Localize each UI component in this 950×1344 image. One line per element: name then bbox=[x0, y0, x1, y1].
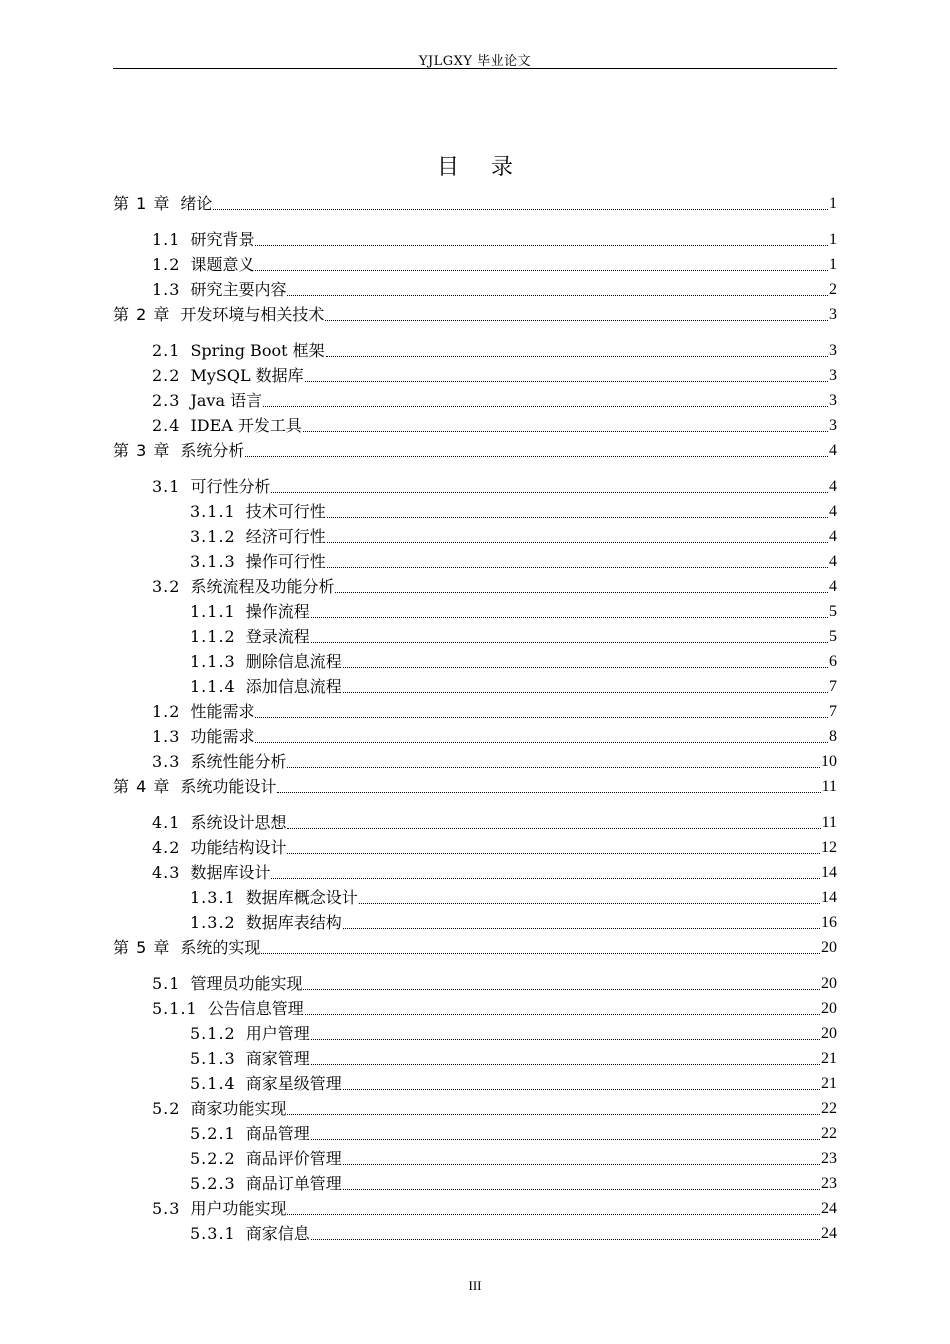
dot-leader bbox=[327, 517, 828, 518]
toc-entry[interactable] bbox=[152, 253, 837, 275]
toc-entry-page: 3 bbox=[829, 342, 837, 359]
toc-entry-label: 公告信息管理 bbox=[207, 999, 304, 1018]
toc-entry-number: 5.1.2 bbox=[190, 1024, 236, 1043]
toc-entry-page: 23 bbox=[821, 1150, 837, 1167]
toc-entry-label: 数据库概念设计 bbox=[245, 888, 358, 907]
dot-leader bbox=[327, 567, 828, 568]
toc-entry-page: 5 bbox=[829, 628, 837, 645]
toc-entry[interactable] bbox=[190, 1222, 837, 1244]
toc-entry-number: 3.2 bbox=[152, 577, 181, 596]
toc-entry-number: 1.3 bbox=[152, 727, 181, 746]
toc-entry[interactable] bbox=[190, 886, 837, 908]
toc-entry[interactable] bbox=[152, 811, 837, 833]
dot-leader bbox=[311, 642, 828, 643]
toc-entry-number: 1.1.1 bbox=[190, 602, 236, 621]
toc-entry[interactable] bbox=[190, 500, 837, 522]
dot-leader bbox=[287, 295, 828, 296]
toc-entry-number: 5.1.3 bbox=[190, 1049, 236, 1068]
toc-entry-label: 商家管理 bbox=[245, 1049, 310, 1068]
toc-entry[interactable] bbox=[152, 700, 837, 722]
toc-entry-page: 20 bbox=[821, 1025, 837, 1042]
dot-leader bbox=[311, 1039, 820, 1040]
toc-entry[interactable] bbox=[152, 414, 837, 436]
toc-entry-number: 5.2 bbox=[152, 1099, 181, 1118]
toc-entry-page: 20 bbox=[821, 1000, 837, 1017]
toc-entry-number: 4.2 bbox=[152, 838, 181, 857]
toc-entry-page: 7 bbox=[829, 678, 837, 695]
toc-entry-page: 10 bbox=[821, 753, 837, 770]
toc-entry-label: 系统功能设计 bbox=[180, 777, 277, 796]
toc-entry-page: 14 bbox=[821, 864, 837, 881]
toc-entry-page: 14 bbox=[821, 889, 837, 906]
toc-entry[interactable] bbox=[152, 278, 837, 300]
dot-leader bbox=[255, 717, 828, 718]
toc-entry[interactable] bbox=[190, 625, 837, 647]
toc-entry[interactable] bbox=[152, 475, 837, 497]
toc-entry-number: 1.3.2 bbox=[190, 913, 236, 932]
dot-leader bbox=[343, 692, 828, 693]
toc-entry-number: 3.1.1 bbox=[190, 502, 236, 521]
toc-entry-number: 4.3 bbox=[152, 863, 181, 882]
toc-entry[interactable] bbox=[190, 1022, 837, 1044]
toc-entry-label: 操作可行性 bbox=[245, 552, 326, 571]
dot-leader bbox=[303, 431, 828, 432]
toc-entry-number: 1.1.3 bbox=[190, 652, 236, 671]
toc-entry-page: 7 bbox=[829, 703, 837, 720]
toc-entry-number: 1.1.2 bbox=[190, 627, 236, 646]
toc-entry-label: 管理员功能实现 bbox=[190, 974, 303, 993]
toc-entry-page: 4 bbox=[829, 528, 837, 545]
toc-entry-label: 经济可行性 bbox=[245, 527, 326, 546]
toc-entry-number: 2.1 bbox=[152, 341, 181, 360]
toc-entry-label: 课题意义 bbox=[190, 255, 255, 274]
dot-leader bbox=[271, 878, 820, 879]
dot-leader bbox=[325, 320, 828, 321]
dot-leader bbox=[343, 1089, 820, 1090]
toc-entry-page: 8 bbox=[829, 728, 837, 745]
dot-leader bbox=[327, 542, 828, 543]
toc-chapter[interactable] bbox=[113, 439, 837, 461]
toc-entry-number: 3.1 bbox=[152, 477, 181, 496]
dot-leader bbox=[343, 1164, 820, 1165]
toc-entry-label: 系统性能分析 bbox=[190, 752, 287, 771]
toc-entry-page: 4 bbox=[829, 442, 837, 459]
toc-entry-label: 可行性分析 bbox=[190, 477, 271, 496]
toc-entry-number: 5.3 bbox=[152, 1199, 181, 1218]
toc-entry-label: 系统设计思想 bbox=[190, 813, 287, 832]
toc-entry-label: 系统流程及功能分析 bbox=[190, 577, 335, 596]
toc-entry-label: 商品订单管理 bbox=[245, 1174, 342, 1193]
toc-entry-page: 1 bbox=[829, 231, 837, 248]
dot-leader bbox=[311, 1064, 820, 1065]
toc-entry-page: 22 bbox=[821, 1125, 837, 1142]
toc-entry[interactable] bbox=[190, 1147, 837, 1169]
toc-entry-number: 5.3.1 bbox=[190, 1224, 236, 1243]
toc-entry-page: 4 bbox=[829, 503, 837, 520]
dot-leader bbox=[213, 209, 828, 210]
toc-entry-number: 1.2 bbox=[152, 702, 181, 721]
toc-entry-label: 用户管理 bbox=[245, 1024, 310, 1043]
toc-entry[interactable] bbox=[152, 339, 837, 361]
toc-entry-number: 5.2.1 bbox=[190, 1124, 236, 1143]
toc-entry[interactable] bbox=[152, 997, 837, 1019]
toc-entry-page: 12 bbox=[821, 839, 837, 856]
dot-leader bbox=[245, 456, 828, 457]
toc-entry[interactable] bbox=[152, 228, 837, 250]
toc-entry[interactable] bbox=[152, 389, 837, 411]
dot-leader bbox=[343, 667, 828, 668]
toc-entry-label: 登录流程 bbox=[245, 627, 310, 646]
toc-entry-page: 4 bbox=[829, 553, 837, 570]
toc-entry-number: 5.2.2 bbox=[190, 1149, 236, 1168]
toc-entry-number: 2.4 bbox=[152, 416, 181, 435]
toc-entry-page: 20 bbox=[821, 975, 837, 992]
toc-entry-label: 商品评价管理 bbox=[245, 1149, 342, 1168]
toc-entry-label: 绪论 bbox=[180, 194, 213, 213]
toc-entry-label: 商品管理 bbox=[245, 1124, 310, 1143]
toc-entry[interactable] bbox=[152, 725, 837, 747]
toc-entry[interactable] bbox=[152, 836, 837, 858]
toc-entry-label: 技术可行性 bbox=[245, 502, 326, 521]
toc-entry-label: 研究背景 bbox=[190, 230, 255, 249]
toc-entry-label: 性能需求 bbox=[190, 702, 255, 721]
toc-entry-number: 第 3 章 bbox=[113, 441, 171, 460]
toc-entry-number: 4.1 bbox=[152, 813, 181, 832]
toc-entry[interactable] bbox=[190, 1072, 837, 1094]
dot-leader bbox=[287, 767, 820, 768]
toc-entry-page: 21 bbox=[821, 1075, 837, 1092]
dot-leader bbox=[359, 903, 820, 904]
toc-entry-number: 3.3 bbox=[152, 752, 181, 771]
toc-entry[interactable] bbox=[190, 525, 837, 547]
toc-entry-page: 1 bbox=[829, 195, 837, 212]
toc-entry[interactable] bbox=[152, 750, 837, 772]
toc-entry-number: 第 4 章 bbox=[113, 777, 171, 796]
toc-entry-page: 11 bbox=[821, 814, 837, 831]
toc-entry-label: 操作流程 bbox=[245, 602, 310, 621]
toc-entry-page: 3 bbox=[829, 392, 837, 409]
toc-entry-number: 第 5 章 bbox=[113, 938, 171, 957]
toc-entry[interactable] bbox=[190, 1047, 837, 1069]
dot-leader bbox=[311, 1239, 820, 1240]
toc-entry-number: 2.3 bbox=[152, 391, 181, 410]
toc-entry-number: 1.1 bbox=[152, 230, 181, 249]
dot-leader bbox=[305, 381, 828, 382]
dot-leader bbox=[343, 928, 820, 929]
dot-leader bbox=[263, 406, 828, 407]
toc-entry[interactable] bbox=[190, 675, 837, 697]
toc-entry-page: 6 bbox=[829, 653, 837, 670]
toc-entry-number: 5.2.3 bbox=[190, 1174, 236, 1193]
dot-leader bbox=[255, 245, 828, 246]
dot-leader bbox=[343, 1189, 820, 1190]
toc-entry-number: 第 1 章 bbox=[113, 194, 171, 213]
toc-entry-number: 5.1.1 bbox=[152, 999, 198, 1018]
dot-leader bbox=[271, 492, 828, 493]
toc-entry-label: Java 语言 bbox=[190, 391, 263, 410]
toc-entry[interactable] bbox=[190, 650, 837, 672]
toc-entry-label: 开发环境与相关技术 bbox=[180, 305, 325, 324]
toc-chapter[interactable] bbox=[113, 192, 837, 214]
toc-entry-page: 24 bbox=[821, 1200, 837, 1217]
toc-entry[interactable] bbox=[190, 911, 837, 933]
dot-leader bbox=[305, 1014, 820, 1015]
toc-entry-page: 16 bbox=[821, 914, 837, 931]
toc-entry-number: 1.3.1 bbox=[190, 888, 236, 907]
toc-entry-number: 1.1.4 bbox=[190, 677, 236, 696]
toc-entry-page: 1 bbox=[829, 256, 837, 273]
toc-entry-number: 3.1.3 bbox=[190, 552, 236, 571]
toc-chapter[interactable] bbox=[113, 775, 837, 797]
page-number: III bbox=[468, 1278, 482, 1293]
toc-entry-number: 1.2 bbox=[152, 255, 181, 274]
dot-leader bbox=[277, 792, 820, 793]
toc-entry-page: 5 bbox=[829, 603, 837, 620]
toc-chapter[interactable] bbox=[113, 303, 837, 325]
toc-entry-page: 24 bbox=[821, 1225, 837, 1242]
toc-entry-label: 研究主要内容 bbox=[190, 280, 287, 299]
toc-title: 目录 bbox=[436, 155, 545, 180]
dot-leader bbox=[287, 828, 820, 829]
toc-entry-label: 商家信息 bbox=[245, 1224, 310, 1243]
toc-entry-page: 2 bbox=[829, 281, 837, 298]
dot-leader bbox=[303, 989, 820, 990]
toc-entry[interactable] bbox=[190, 600, 837, 622]
toc-entry-page: 20 bbox=[821, 939, 837, 956]
toc-entry[interactable] bbox=[190, 1172, 837, 1194]
toc-entry-number: 1.3 bbox=[152, 280, 181, 299]
toc-entry-page: 21 bbox=[821, 1050, 837, 1067]
toc-entry-page: 22 bbox=[821, 1100, 837, 1117]
toc-entry-page: 3 bbox=[829, 306, 837, 323]
toc-entry-number: 2.2 bbox=[152, 366, 181, 385]
toc-entry-label: 系统分析 bbox=[180, 441, 245, 460]
toc-entry-number: 3.1.2 bbox=[190, 527, 236, 546]
toc-entry-label: 商家星级管理 bbox=[245, 1074, 342, 1093]
dot-leader bbox=[311, 617, 828, 618]
toc-entry[interactable] bbox=[190, 550, 837, 572]
dot-leader bbox=[261, 953, 820, 954]
dot-leader bbox=[326, 356, 828, 357]
toc-entry[interactable] bbox=[152, 1097, 837, 1119]
running-header: YJLGXY 毕业论文 bbox=[418, 54, 532, 69]
dot-leader bbox=[287, 1214, 820, 1215]
toc-entry-label: 功能结构设计 bbox=[190, 838, 287, 857]
toc-entry[interactable] bbox=[152, 1197, 837, 1219]
toc-entry-page: 11 bbox=[821, 778, 837, 795]
toc-entry-number: 第 2 章 bbox=[113, 305, 171, 324]
dot-leader bbox=[287, 853, 820, 854]
toc-entry-number: 5.1 bbox=[152, 974, 181, 993]
toc-entry-label: 用户功能实现 bbox=[190, 1199, 287, 1218]
toc-entry-label: IDEA 开发工具 bbox=[190, 416, 302, 435]
toc-entry-page: 4 bbox=[829, 578, 837, 595]
toc-entry-page: 23 bbox=[821, 1175, 837, 1192]
toc-entry-label: 添加信息流程 bbox=[245, 677, 342, 696]
toc-entry[interactable] bbox=[190, 1122, 837, 1144]
dot-leader bbox=[287, 1114, 820, 1115]
toc-chapter[interactable] bbox=[113, 936, 837, 958]
toc-entry-label: Spring Boot 框架 bbox=[190, 341, 325, 360]
toc-entry-page: 3 bbox=[829, 417, 837, 434]
toc-entry-label: 删除信息流程 bbox=[245, 652, 342, 671]
toc-entry-label: 数据库设计 bbox=[190, 863, 271, 882]
dot-leader bbox=[335, 592, 828, 593]
dot-leader bbox=[255, 742, 828, 743]
dot-leader bbox=[255, 270, 828, 271]
toc-entry-label: 功能需求 bbox=[190, 727, 255, 746]
toc-entry-page: 3 bbox=[829, 367, 837, 384]
toc-entry-number: 5.1.4 bbox=[190, 1074, 236, 1093]
toc-entry[interactable] bbox=[152, 861, 837, 883]
toc-entry-page: 4 bbox=[829, 478, 837, 495]
toc-entry-label: 数据库表结构 bbox=[245, 913, 342, 932]
toc-entry[interactable] bbox=[152, 364, 837, 386]
dot-leader bbox=[311, 1139, 820, 1140]
toc-entry[interactable] bbox=[152, 575, 837, 597]
toc-entry-label: 商家功能实现 bbox=[190, 1099, 287, 1118]
toc-entry[interactable] bbox=[152, 972, 837, 994]
toc-entry-label: MySQL 数据库 bbox=[190, 366, 304, 385]
toc-entry-label: 系统的实现 bbox=[180, 938, 261, 957]
